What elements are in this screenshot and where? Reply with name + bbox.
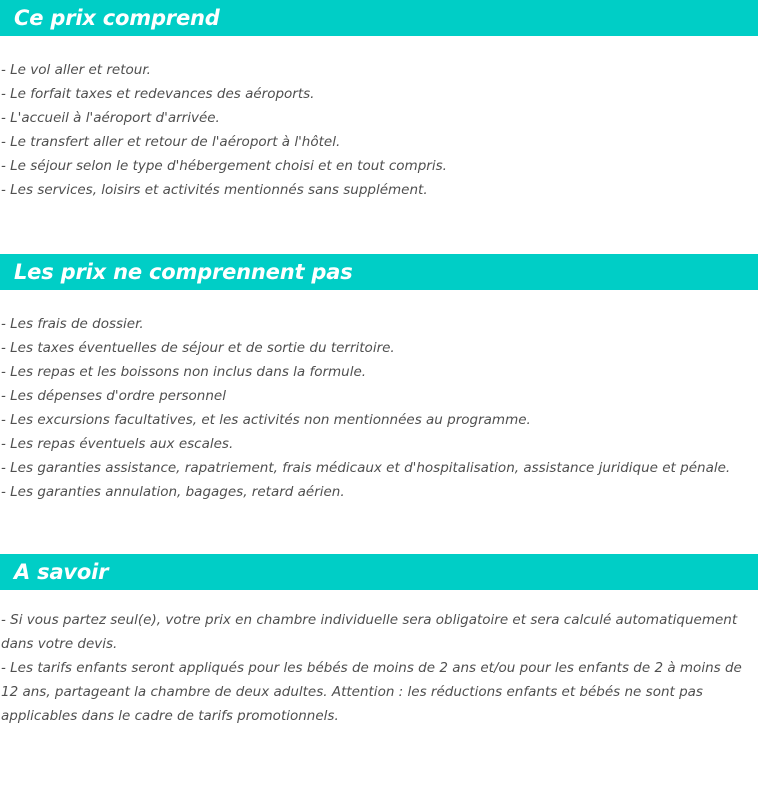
- spacer: [0, 202, 758, 254]
- section-body-good-to-know: [0, 608, 758, 728]
- spacer: [0, 504, 758, 554]
- list-item: - Les taxes éventuelles de séjour et de sortie du territoire.: [1, 340, 395, 356]
- section-header-included: [0, 0, 758, 36]
- section-header-good-to-know: [0, 554, 758, 590]
- section-title-included: Ce prix comprend: [14, 5, 220, 30]
- list-item: - Les garanties assistance, rapatriement, frais médicaux et d'hospitalisation, assistance juridique et pénale.: [1, 460, 731, 476]
- section-body-not-included: [0, 312, 758, 504]
- list-item: - Les garanties annulation, bagages, retard aérien.: [1, 484, 345, 500]
- paragraph: - Les tarifs enfants seront appliqués pour les bébés de moins de 2 ans et/ou pour les enfants de 2 à moins de 12 ans, partageant la chambre de deux adultes. Attention : les réductions enfants et bébés ne sont pas applicables dans le cadre de tarifs promotionnels.: [1, 660, 742, 724]
- list-item: - Les excursions facultatives, et les activités non mentionnées au programme.: [1, 412, 531, 428]
- list-item: - Les repas éventuels aux escales.: [1, 436, 234, 452]
- list-item: - Le transfert aller et retour de l'aéroport à l'hôtel.: [1, 134, 341, 150]
- list-item: - Le forfait taxes et redevances des aéroports.: [1, 86, 315, 102]
- spacer: [0, 290, 758, 312]
- list-item: - Le vol aller et retour.: [1, 62, 151, 78]
- spacer: [0, 728, 758, 788]
- list-item: - Les services, loisirs et activités mentionnés sans supplément.: [1, 182, 428, 198]
- list-item: - Les dépenses d'ordre personnel: [1, 388, 226, 404]
- spacer: [0, 590, 758, 608]
- section-header-not-included: [0, 254, 758, 290]
- section-title-not-included: Les prix ne comprennent pas: [14, 259, 353, 284]
- list-item: - Le séjour selon le type d'hébergement choisi et en tout compris.: [1, 158, 447, 174]
- list-item: - Les repas et les boissons non inclus dans la formule.: [1, 364, 367, 380]
- list-item: - L'accueil à l'aéroport d'arrivée.: [1, 110, 220, 126]
- section-body-included: [0, 58, 758, 202]
- spacer: [0, 36, 758, 58]
- list-item: - Les frais de dossier.: [1, 316, 144, 332]
- paragraph: - Si vous partez seul(e), votre prix en chambre individuelle sera obligatoire et sera calculé automatiquement dans votre devis.: [1, 612, 738, 652]
- section-title-good-to-know: A savoir: [14, 559, 109, 584]
